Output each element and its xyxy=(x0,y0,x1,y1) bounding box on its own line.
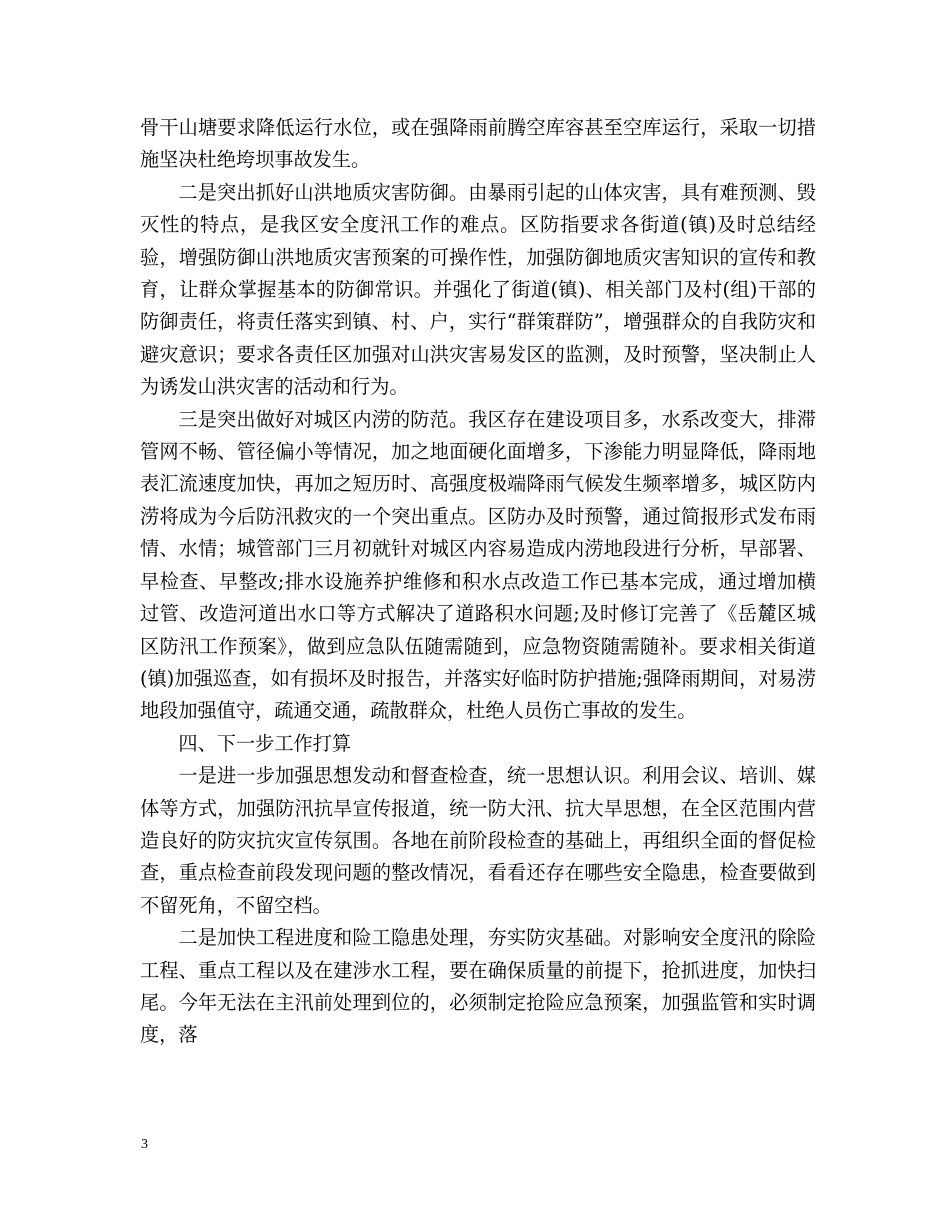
page-number: 3 xyxy=(141,1137,148,1152)
paragraph-continuation: 骨干山塘要求降低运行水位，或在强降雨前腾空库容甚至空库运行，采取一切措施坚决杜绝垮坝事故发生。 xyxy=(140,116,816,172)
paragraph-mountain-flood-defense: 二是突出抓好山洪地质灾害防御。由暴雨引起的山体灾害，具有难预测、毁灭性的特点，是我区安全度汛工作的难点。区防指要求各街道(镇)及时总结经验，增强防御山洪地质灾害预案的可操作性，加强防御地质灾害知识的宣传和教育，让群众掌握基本的防御常识。并强化了街道(镇)、相关部门及村(组)干部的防御责任，将责任落实到镇、村、户，实行“群策群防”，增强群众的自我防灾和避灾意识；要求各责任区加强对山洪灾害易发区的监测，及时预警，坚决制止人为诱发山洪灾害的活动和行为。 xyxy=(140,180,816,399)
paragraph-engineering-progress: 二是加快工程进度和险工隐患处理，夯实防灾基础。对影响安全度汛的除险工程、重点工程以及在建涉水工程，要在确保质量的前提下，抢抓进度，加快扫尾。今年无法在主汛前处理到位的，必须制定抢险应急预案，加强监管和实时调度，落 xyxy=(140,926,816,1047)
paragraph-inspection: 一是进一步加强思想发动和督查检查，统一思想认识。利用会议、培训、媒体等方式，加强防汛抗旱宣传报道，统一防大汛、抗大旱思想，在全区范围内营造良好的防灾抗灾宣传氛围。各地在前阶段检查的基础上，再组织全面的督促检查，重点检查前段发现问题的整改情况，看看还存在哪些安全隐患，检查要做到不留死角，不留空档。 xyxy=(140,764,816,917)
document-body xyxy=(140,112,816,1052)
section-heading-next-steps: 四、下一步工作打算 xyxy=(178,731,352,755)
paragraph-urban-waterlogging: 三是突出做好对城区内涝的防范。我区存在建设项目多，水系改变大，排滞管网不畅、管径偏小等情况，加之地面硬化面增多，下渗能力明显降低，降雨地表汇流速度加快，再加之短历时、高强度极端降雨气候发生频率增多，城区防内涝将成为今后防汛救灾的一个突出重点。区防办及时预警，通过简报形式发布雨情、水情；城管部门三月初就针对城区内容易造成内涝地段进行分析，早部署、早检查、早整改;排水设施养护维修和积水点改造工作已基本完成，通过增加横过管、改造河道出水口等方式解决了道路积水问题;及时修订完善了《岳麓区城区防汛工作预案》，做到应急队伍随需随到，应急物资随需随补。要求相关街道(镇)加强巡查，如有损坏及时报告，并落实好临时防护措施;强降雨期间，对易涝地段加强值守，疏通交通，疏散群众，杜绝人员伤亡事故的发生。 xyxy=(140,407,816,723)
